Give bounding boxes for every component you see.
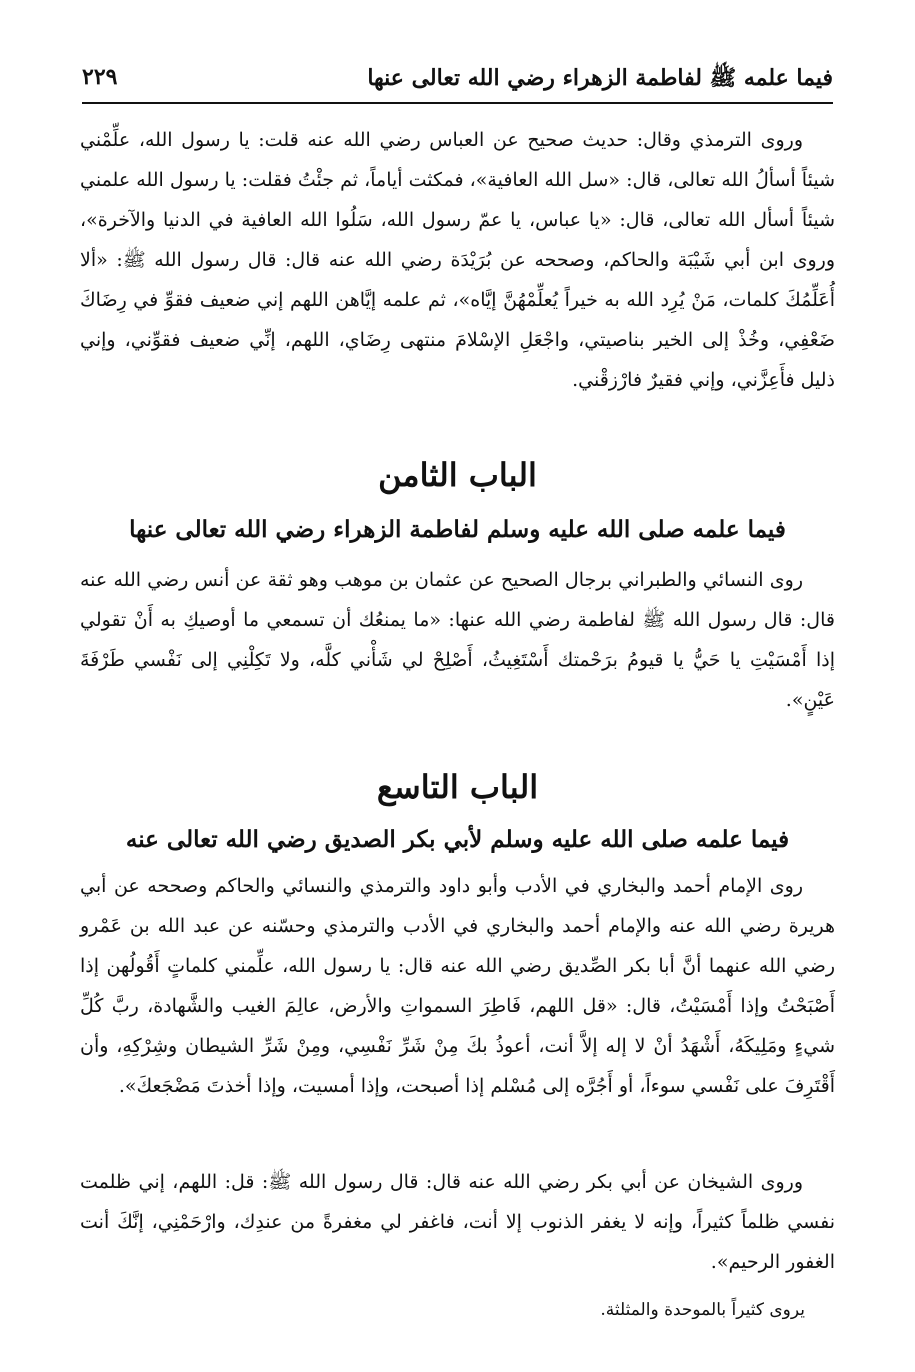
chapter-9-body-2: وروى الشيخان عن أبي بكر رضي الله عنه قال: قال رسول الله ﷺ: قل: اللهم، إني ظلمت نفسي ظلماً كثيراً، وإنه لا يغفر الذنوب إلا أنت، فاغفر لي مغفرةً من عندِك، وارْحَمْنِي، إنَّكَ أنت الغفور الرحيم». (80, 1171, 835, 1273)
page-number: ٢٢٩ (82, 64, 118, 90)
chapter-8-body: روى النسائي والطبراني برجال الصحيح عن عثمان بن موهب وهو ثقة عن أنس رضي الله عنه قال: قال رسول الله ﷺ لفاطمة رضي الله عنها: «ما يمنعُك أن تسمعي ما أوصيكِ به أَنْ تقولي إذا أَمْسَيْتِ يا حَيُّ يا قيومُ برَحْمتك أَسْتَغِيثُ، أَصْلِحْ لي شَأْني كلَّه، ولا تَكِلْنِي إلى نَفْسي طَرْفَةَ عَيْنٍ». (80, 569, 835, 711)
footnote: يروى كثيراً بالموحدة والمثلثة. (600, 1300, 805, 1320)
chapter-9-body-1: روى الإمام أحمد والبخاري في الأدب وأبو داود والترمذي والنسائي والحاكم وصححه عن أبي هريرة رضي الله عنه والإمام أحمد والبخاري في الأدب والترمذي وحسّنه عن عبد الله بن عَمْرو رضي الله عنهما أنَّ أبا بكر الصِّديق رضي الله عنه قال: يا رسول الله، علِّمني كلماتٍ أَقُولُهن إذا أَصْبَحْتُ وإذا أَمْسَيْتُ، قال: «قل اللهم، فَاطِرَ السمواتِ والأرض، عالِمَ الغيب والشَّهادة، ربَّ كُلِّ شيءٍ ومَلِيكَهُ، أَشْهَدُ أنْ لا إله إلاَّ أنت، أعوذُ بكَ مِنْ شَرِّ نَفْسِي، ومِنْ شَرِّ الشيطان وشِرْكِهِ، وأن أَقْتَرِفَ على نَفْسي سوءاً، أو أَجُرَّه إلى مُسْلم إذا أصبحت، وإذا أمسيت، وإذا أخذتَ مَضْجَعكَ». (80, 875, 835, 1097)
running-header (82, 58, 833, 104)
intro-paragraph: وروى الترمذي وقال: حديث صحيح عن العباس رضي الله عنه قلت: يا رسول الله، علِّمْني شيئاً أسألُ الله تعالى، قال: «سل الله العافية»، فمكثت أياماً، ثم جئْتُ فقلت: يا رسول الله علمني شيئاً أسأل الله تعالى، قال: «يا عباس، يا عمّ رسول الله، سَلُوا الله العافية في الدنيا والآخرة»، وروى ابن أبي شَيْبَة والحاكم، وصححه عن بُرَيْدَة رضي الله عنه قال: قال رسول الله ﷺ: «ألا أُعَلِّمُكَ كلمات، مَنْ يُرِد الله به خيراً يُعلِّمْهُنَّ إيَّاه»، ثم علمه إيَّاهن اللهم إني ضعيف فقوِّ في رِضَاكَ ضَعْفِي، وخُذْ إلى الخير بناصيتي، واجْعَلِ الإسْلامَ منتهى رِضَاي، اللهم، إنِّي ضعيف فقوِّني، وإني ذليل فأَعِزَّني، وإني فقيرٌ فارْزقْني. (80, 129, 835, 391)
chapter-8-subtitle: فيما علمه صلى الله عليه وسلم لفاطمة الزهراء رضي الله تعالى عنها (129, 516, 786, 543)
chapter-9-subtitle: فيما علمه صلى الله عليه وسلم لأبي بكر الصديق رضي الله تعالى عنه (125, 826, 790, 853)
running-title: فيما علمه ﷺ لفاطمة الزهراء رضي الله تعالى عنها (367, 65, 833, 91)
chapter-9-heading: الباب التاسع (376, 768, 539, 806)
chapter-8-heading: الباب الثامن (378, 456, 537, 494)
